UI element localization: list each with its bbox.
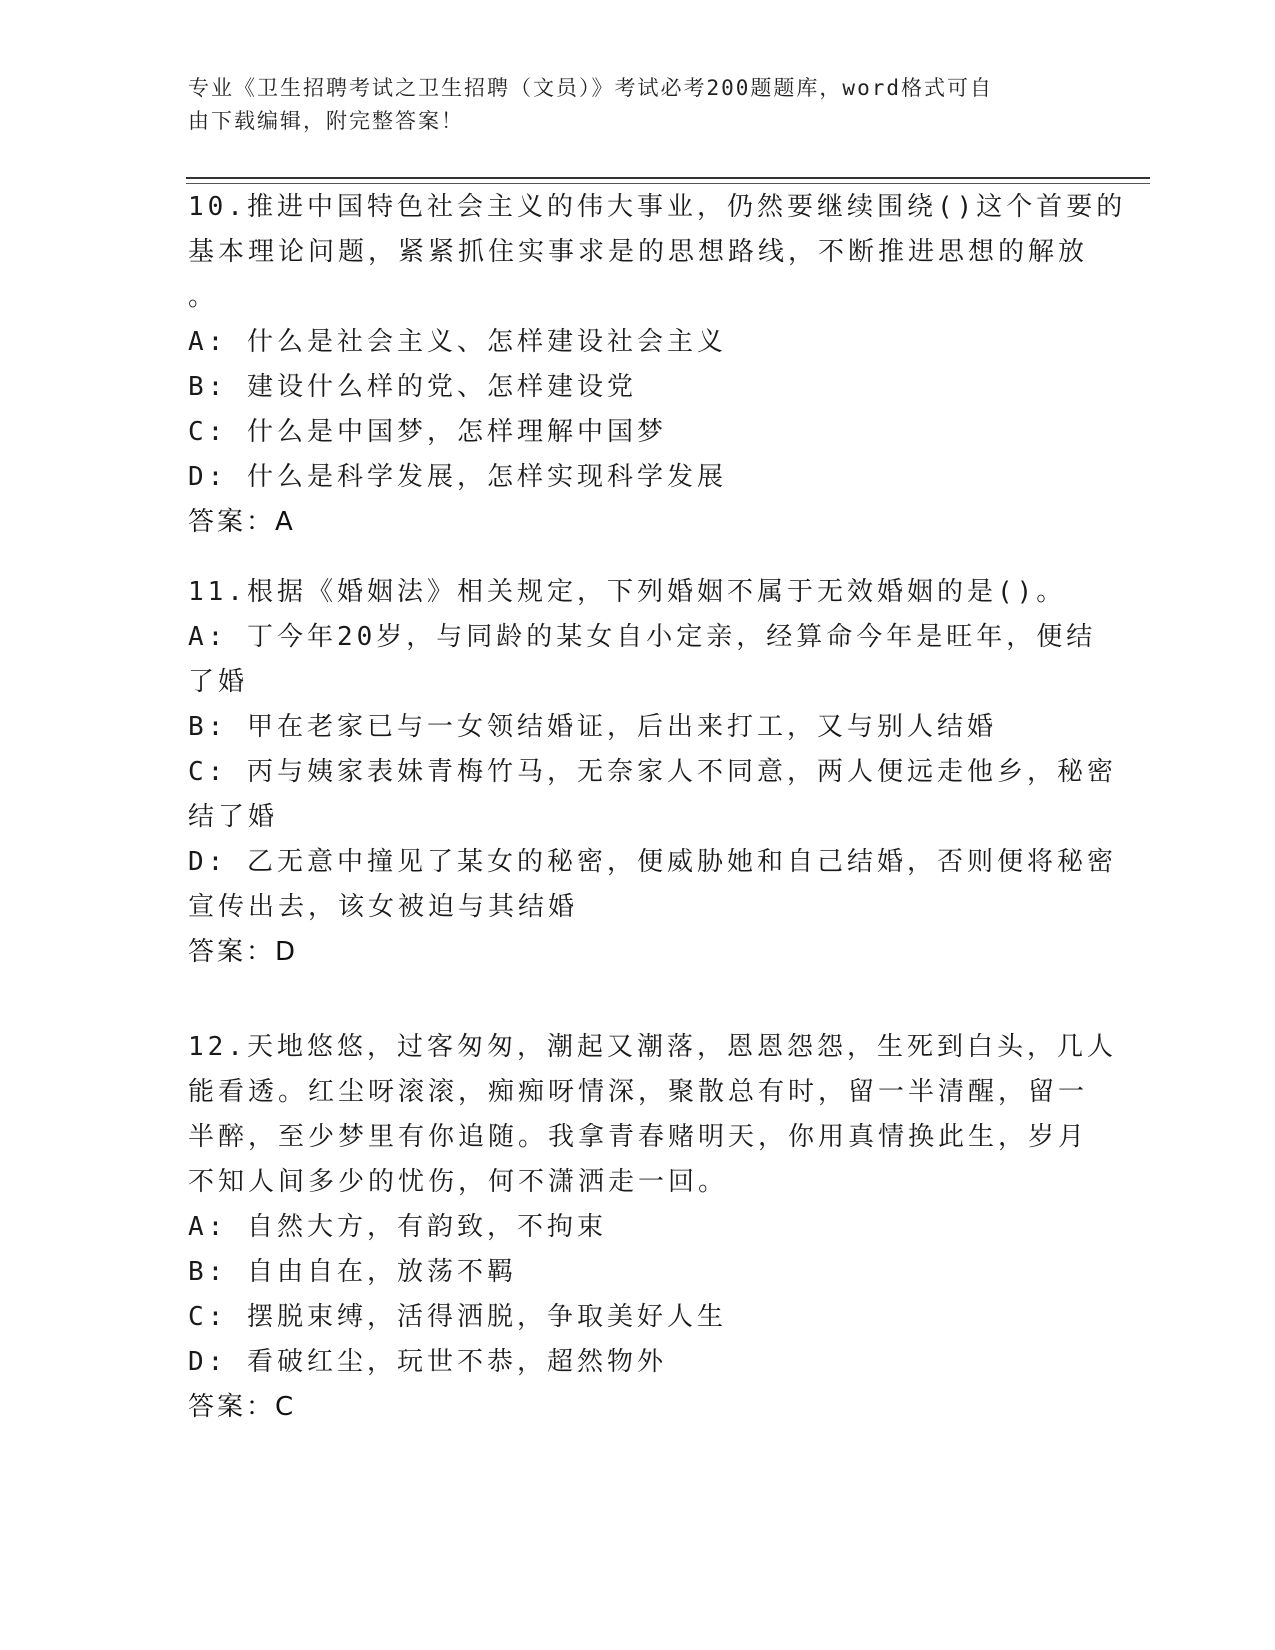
header-line-1: 专业《卫生招聘考试之卫生招聘（文员）》考试必考200题题库，word格式可自 [188,76,993,100]
answer-label: 答案：D [188,937,299,967]
question-stem-line: 能看透。红尘呀滚滚，痴痴呀情深，聚散总有时，留一半清醒，留一 [188,1077,1089,1107]
question-stem-line: 10.推进中国特色社会主义的伟大事业，仍然要继续围绕()这个首要的 [188,192,1127,222]
option-b: B: 自由自在，放荡不羁 [188,1257,517,1287]
header-divider-thin [186,183,1150,184]
option-c-continued: 结了婚 [188,802,279,832]
question-stem-line: 不知人间多少的忧伤，何不潇洒走一回。 [188,1167,729,1197]
option-d: D: 看破红尘，玩世不恭，超然物外 [188,1347,667,1377]
option-c: C: 丙与姨家表妹青梅竹马，无奈家人不同意，两人便远走他乡，秘密 [188,757,1117,787]
question-stem-line: 半醉，至少梦里有你追随。我拿青春赌明天，你用真情换此生，岁月 [188,1122,1089,1152]
option-a: A: 自然大方，有韵致，不拘束 [188,1212,607,1242]
question-stem-line: 12.天地悠悠，过客匆匆，潮起又潮落，恩恩怨怨，生死到白头，几人 [188,1032,1117,1062]
question-stem-line: 11.根据《婚姻法》相关规定，下列婚姻不属于无效婚姻的是()。 [188,577,1067,607]
option-b: B: 建设什么样的党、怎样建设党 [188,372,637,402]
header-line-2: 由下载编辑，附完整答案！ [188,109,464,133]
option-d: D: 什么是科学发展，怎样实现科学发展 [188,462,727,492]
option-c: C: 什么是中国梦，怎样理解中国梦 [188,417,667,447]
option-a: A: 什么是社会主义、怎样建设社会主义 [188,327,727,357]
header-divider-thick [186,177,1150,179]
question-stem-line: 。 [188,282,219,312]
answer-label: 答案：A [188,507,296,537]
option-b: B: 甲在老家已与一女领结婚证，后出来打工，又与别人结婚 [188,712,997,742]
answer-label: 答案：C [188,1392,297,1422]
question-10 [188,185,1127,545]
option-d-continued: 宣传出去，该女被迫与其结婚 [188,892,579,922]
option-d: D: 乙无意中撞见了某女的秘密，便威胁她和自己结婚，否则便将秘密 [188,847,1117,877]
question-11 [188,570,1117,975]
option-c: C: 摆脱束缚，活得洒脱，争取美好人生 [188,1302,727,1332]
question-12 [188,1025,1117,1430]
option-a: A: 丁今年20岁，与同龄的某女自小定亲，经算命今年是旺年，便结 [188,622,1097,652]
option-a-continued: 了婚 [188,667,249,697]
question-stem-line: 基本理论问题，紧紧抓住实事求是的思想路线，不断推进思想的解放 [188,237,1089,267]
document-header [188,72,1068,138]
